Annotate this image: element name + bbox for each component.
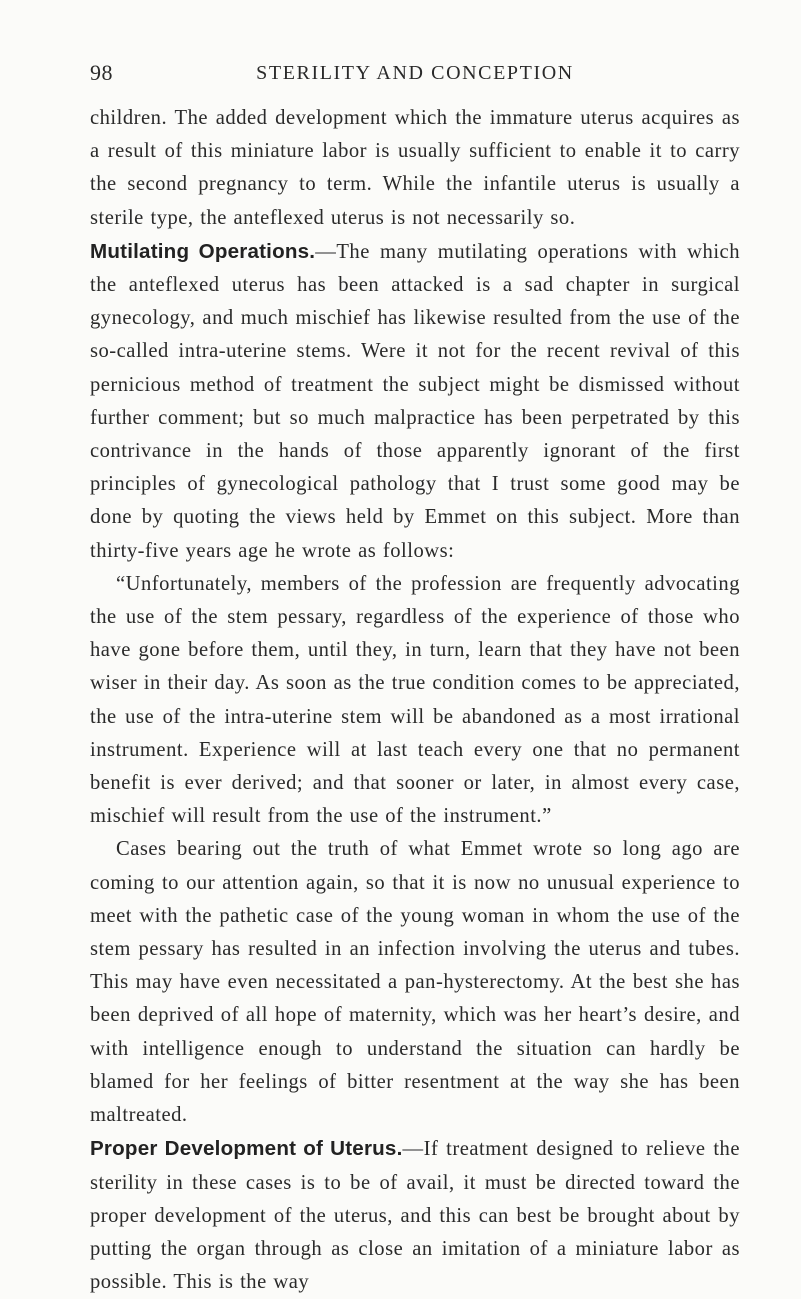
section-heading-mutilating-operations: Mutilating Operations. [90, 239, 316, 263]
paragraph-4 [90, 833, 740, 1132]
running-head [90, 60, 740, 90]
running-title: STERILITY AND CONCEPTION [256, 62, 574, 84]
body-text [90, 102, 740, 1299]
section-heading-proper-development: Proper Development of Uterus. [90, 1137, 403, 1161]
page-number: 98 [90, 60, 113, 85]
paragraph-1 [90, 102, 740, 235]
paragraph-3-text: “Unfortunately, members of the profession are frequently advocating the use of the stem pessary, regardless of the experience of those who have gone before them, until they, in turn, learn that they have not been wiser in their day. As soon as the true condition comes to be appreciated, the use of the intra-uterine stem will be abandoned as a most irrational instrument. Experience will at last teach every one that no permanent benefit is ever derived; and that sooner or later, in almost every case, mischief will result from the use of the instrument.” [90, 572, 740, 828]
paragraph-4-text: Cases bearing out the truth of what Emmet wrote so long ago are coming to our attention again, so that it is now no unusual experience to meet with the pathetic case of the young woman in whom the use of the stem pessary has resulted in an infection involving the uterus and tubes. This may have even necessitated a pan-hysterectomy. At the best she has been deprived of all hope of maternity, which was her heart’s desire, and with intelligence enough to understand the situation can hardly be blamed for her feelings of bitter resentment at the way she has been maltreated. [90, 838, 740, 1127]
paragraph-5 [90, 1132, 740, 1299]
paragraph-5-text: —If treatment designed to relieve the sterility in these cases is to be of avail, it must be directed toward the proper development of the uterus, and this can best be brought about by putting the organ through as close an imitation of a miniature labor as possible. This is the way [90, 1138, 740, 1294]
paragraph-2 [90, 235, 740, 568]
paragraph-2-text: —The many mutilating operations with which the anteflexed uterus has been attacked is a sad chapter in surgical gynecology, and much mischief has likewise resulted from the use of the so-called intra-uterine stems. Were it not for the recent revival of this pernicious method of treatment the subject might be dismissed without further comment; but so much malpractice has been perpetrated by this contrivance in the hands of those apparently ignorant of the first principles of gynecological pathology that I trust some good may be done by quoting the views held by Emmet on this subject. More than thirty-five years age he wrote as follows: [90, 240, 740, 562]
paragraph-3-quotation [90, 568, 740, 834]
paragraph-1-text: children. The added development which the immature uterus acquires as a result of this miniature labor is usually sufficient to enable it to carry the second pregnancy to term. While the infantile uterus is usually a sterile type, the anteflexed uterus is not necessarily so. [90, 107, 740, 229]
